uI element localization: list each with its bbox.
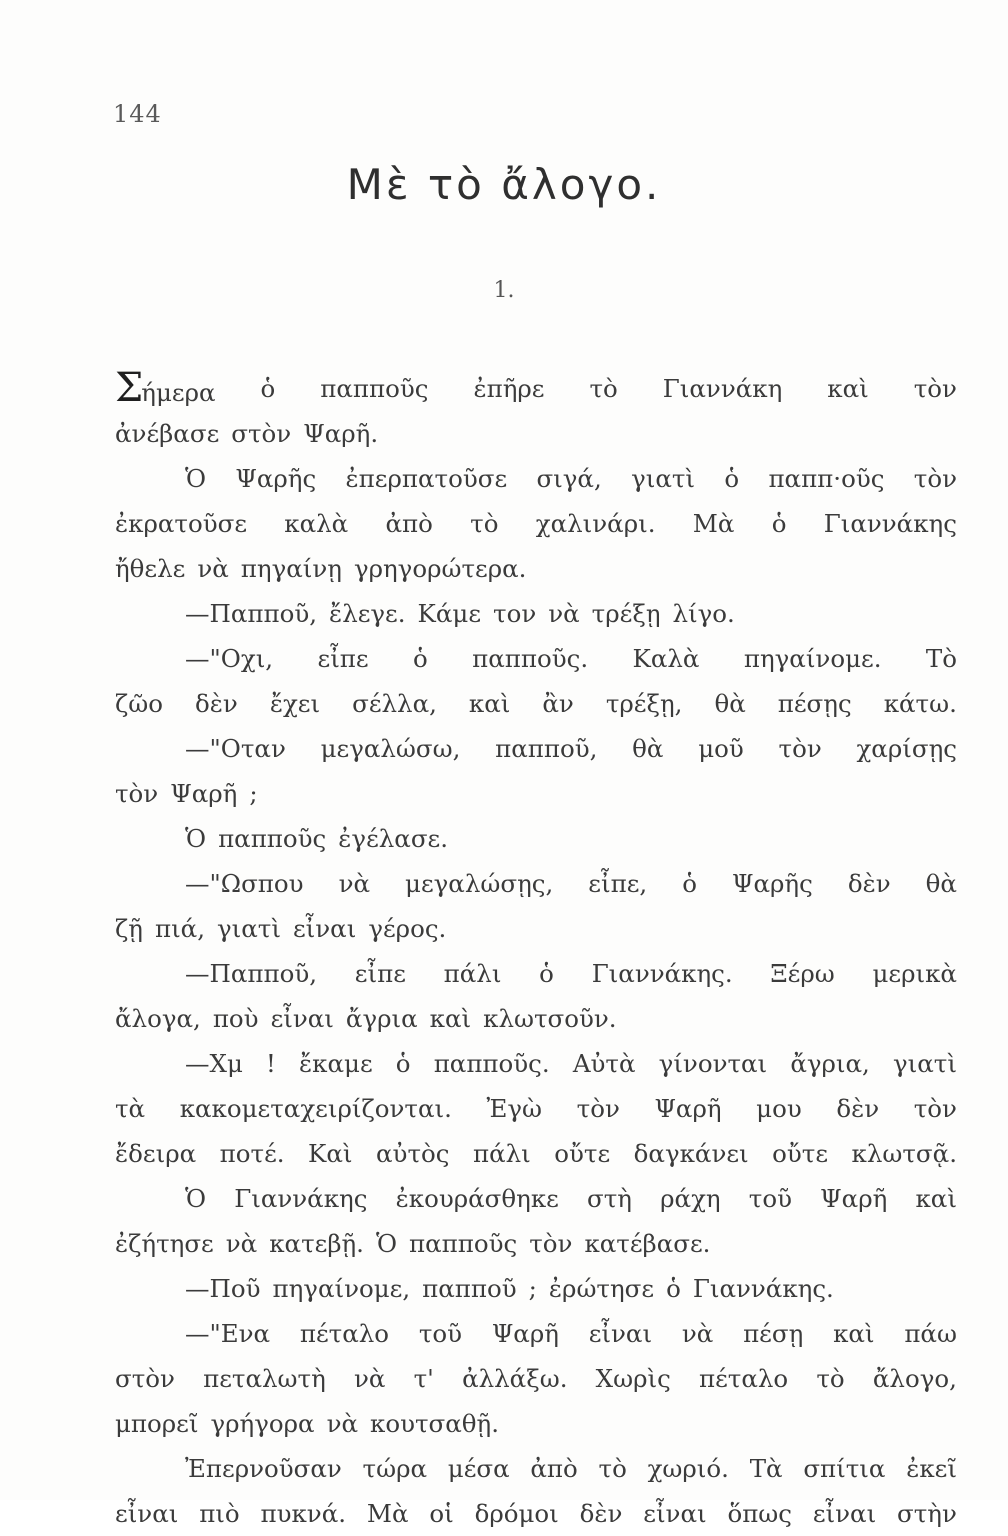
section-number: 1. [493, 278, 515, 303]
word: Τὸ [925, 644, 957, 673]
word: οὔτε [772, 1139, 829, 1168]
word: ἄγρια, [790, 1049, 870, 1078]
word: Γιαννάκης [823, 509, 957, 538]
word: κακομεταχειρίζονται. [179, 1094, 452, 1123]
text-line [115, 906, 957, 951]
word: —Χμ [185, 1049, 243, 1078]
word: πέταλο [299, 1319, 390, 1348]
word: πεταλωτὴ [203, 1364, 326, 1393]
text-line [115, 411, 957, 456]
text-line [115, 1131, 957, 1176]
word: εἶναι [588, 1319, 653, 1348]
word: —Ποῦ [185, 1274, 261, 1303]
word: πέσῃ [743, 1319, 804, 1348]
word: θὰ [632, 734, 664, 763]
word: Γιαννάκη [662, 374, 783, 403]
word: νὰ [338, 869, 371, 898]
text-line [115, 1221, 957, 1266]
word: γίνονται [658, 1049, 768, 1078]
word: μεγαλώσω, [320, 734, 461, 763]
word: πέσῃς [777, 689, 852, 718]
word: Ἐπερνοῦσαν [185, 1454, 342, 1483]
word: εἶναι [270, 1004, 334, 1033]
chapter-title: Μὲ τὸ ἄλογο. [346, 160, 662, 209]
word: εἶναι [292, 914, 357, 943]
word: ὁ [539, 959, 554, 988]
word: τὸν [576, 1094, 620, 1123]
word: κλωτσᾷ. [851, 1139, 957, 1168]
word: γιατὶ [631, 464, 696, 493]
word: Ὁ [185, 824, 207, 853]
word: τρέξῃ [591, 599, 661, 628]
word: ἤθελε [115, 554, 186, 583]
word: κουτσαθῇ. [370, 1409, 500, 1438]
word: εἶπε, [588, 869, 648, 898]
word: Γιαννάκης [234, 1184, 368, 1213]
word: ζῶο [115, 689, 164, 718]
word: Ψαρῆ [491, 1319, 559, 1348]
word: αὐτὸς [376, 1139, 450, 1168]
word: τρέξῃ, [605, 689, 683, 718]
text-line [115, 591, 957, 636]
word: ἀπὸ [385, 509, 433, 538]
word: λίγο. [672, 599, 735, 628]
word: τώρα [362, 1454, 428, 1483]
text-line [115, 1086, 957, 1131]
text-line [115, 861, 957, 906]
word: πάλι [472, 1139, 531, 1168]
word: Μὰ [692, 509, 735, 538]
text-line [115, 366, 957, 411]
word: τὸ [598, 1454, 627, 1483]
word: καὶ [429, 1004, 472, 1033]
word: Ψαρῆς [731, 869, 813, 898]
word: μοῦ [698, 734, 744, 763]
word: Αὐτὰ [572, 1049, 636, 1078]
word: εἶναι [812, 1499, 877, 1528]
word: Χωρὶς [595, 1364, 671, 1393]
word: τὸν [913, 1094, 957, 1123]
word: μερικὰ [872, 959, 957, 988]
word: καὶ [915, 1184, 957, 1213]
text-line [115, 1041, 957, 1086]
word: παπποῦ, [495, 734, 598, 763]
word: Ψαρῆ [654, 1094, 722, 1123]
word: καλὰ [284, 509, 349, 538]
word: τὰ [115, 1094, 146, 1123]
word: εἶπε [354, 959, 406, 988]
word: δὲν [579, 1499, 623, 1528]
word: τ' [413, 1364, 434, 1393]
word: Γιαννάκης. [591, 959, 733, 988]
word: νὰ [681, 1319, 714, 1348]
word: χαλινάρι. [535, 509, 656, 538]
word: πυκνά. [260, 1499, 347, 1528]
word: τὸ [470, 509, 499, 538]
word: θὰ [714, 689, 746, 718]
text-line [115, 1176, 957, 1221]
word: Ψαρῆ. [303, 419, 379, 448]
word: δὲν [847, 869, 891, 898]
text-line [115, 546, 957, 591]
word: ἐγέλασε. [338, 824, 449, 853]
word: ὁ [666, 1274, 681, 1303]
word: σιγά, [536, 464, 602, 493]
word: ἔχει [269, 689, 321, 718]
word: κλωτσοῦν. [483, 1004, 617, 1033]
word: θὰ [925, 869, 957, 898]
text-line [115, 726, 957, 771]
word: μπορεῖ [115, 1409, 199, 1438]
text-line [115, 501, 957, 546]
word: ράχη [660, 1184, 721, 1213]
text-line [115, 1356, 957, 1401]
text-line [115, 681, 957, 726]
word: οἱ [429, 1499, 454, 1528]
word: ἐκουράσθηκε [395, 1184, 559, 1213]
word: δρόμοι [474, 1499, 559, 1528]
word: γιατὶ [892, 1049, 957, 1078]
word: παπποῦς [409, 1229, 518, 1258]
word: —"Οταν [185, 734, 286, 763]
word: πιά, [154, 914, 206, 943]
word: Ὁ [185, 464, 207, 493]
word: ! [266, 1049, 276, 1078]
word: μεγαλώσῃς, [405, 869, 554, 898]
text-line [115, 1491, 957, 1536]
word: πιὸ [199, 1499, 240, 1528]
word: παπποῦς [320, 374, 429, 403]
word: Ἐγὼ [486, 1094, 543, 1123]
word: στὸν [231, 419, 292, 448]
word: νὰ [548, 599, 580, 628]
word: παπποῦς. [472, 644, 589, 673]
word: —"Ωσπου [185, 869, 304, 898]
word: Τὰ [749, 1454, 783, 1483]
word: κατεβῇ. [269, 1229, 364, 1258]
word: ὁ [771, 509, 787, 538]
word: ποτέ. [219, 1139, 285, 1168]
word: τὸν [913, 464, 957, 493]
text-line [115, 1266, 957, 1311]
word: Κάμε [417, 599, 482, 628]
word: τοῦ [748, 1184, 792, 1213]
word: πάω [904, 1319, 957, 1348]
word: ήμερα [141, 378, 216, 407]
word: ἐκεῖ [906, 1454, 957, 1483]
word: ἀλλάξω. [462, 1364, 568, 1393]
text-line [115, 1446, 957, 1491]
word: Ξέρω [770, 959, 835, 988]
word: ὁ [395, 1049, 411, 1078]
word: νὰ [197, 554, 229, 583]
word: ἐρώτησε [548, 1274, 655, 1303]
word: Ὁ [185, 1184, 207, 1213]
word: χωριό. [647, 1454, 729, 1483]
word: Γιαννάκης. [692, 1274, 834, 1303]
word: ἐζήτησε [115, 1229, 214, 1258]
word: νὰ [353, 1364, 386, 1393]
word: στὴ [587, 1184, 632, 1213]
word: πάλι [443, 959, 502, 988]
word: μέσα [447, 1454, 510, 1483]
word: γρηγορώτερα. [353, 554, 527, 583]
text-line [115, 1401, 957, 1446]
word: εἶναι [643, 1499, 707, 1528]
word: γέρος. [368, 914, 447, 943]
word: νὰ [225, 1229, 258, 1258]
word: ἀνέβασε [115, 419, 220, 448]
word: Ψαρῆ [170, 779, 238, 808]
drop-cap: Σ [115, 365, 144, 411]
word: ὅπως [727, 1499, 792, 1528]
body-text [115, 366, 957, 1536]
word: γιατὶ [217, 914, 281, 943]
word: —Παπποῦ, [185, 959, 318, 988]
word: ἔλεγε. [329, 599, 406, 628]
text-line [115, 771, 957, 816]
word: οὔτε [554, 1139, 611, 1168]
word: καὶ [468, 689, 511, 718]
word: παπποῦ [422, 1274, 517, 1303]
word: ἄγρια [345, 1004, 418, 1033]
word: τὸ [589, 374, 618, 403]
word: στὴν [897, 1499, 957, 1528]
word: τοῦ [418, 1319, 463, 1348]
word: μου [756, 1094, 802, 1123]
word: σπίτια [803, 1454, 886, 1483]
word: τὸν [115, 779, 159, 808]
word: Ψαρῆ [820, 1184, 888, 1213]
word: τὸν [913, 374, 957, 403]
word: ποὺ [212, 1004, 259, 1033]
text-line [115, 1311, 957, 1356]
word: παπποῦς [218, 824, 327, 853]
page-number: 144 [113, 100, 162, 128]
text-line [115, 996, 957, 1041]
word: δὲν [836, 1094, 880, 1123]
word: σέλλα, [352, 689, 437, 718]
word: τὸν [529, 1229, 573, 1258]
word: τὸν [778, 734, 822, 763]
word: πηγαίνομε, [272, 1274, 411, 1303]
word: δὲν [195, 689, 238, 718]
word: Καὶ [308, 1139, 353, 1168]
word: ; [528, 1274, 537, 1303]
word: εἶναι [115, 1499, 179, 1528]
word: καὶ [833, 1319, 875, 1348]
text-line [115, 636, 957, 681]
word: ὁ [724, 464, 740, 493]
word: τον [493, 599, 537, 628]
word: Ψαρῆς [235, 464, 317, 493]
word: ἂν [542, 689, 574, 718]
word: Καλὰ [632, 644, 700, 673]
word: ὁ [260, 374, 276, 403]
word: παππ·οῦς [768, 464, 885, 493]
word: ἔκαμε [299, 1049, 373, 1078]
word: —Παπποῦ, [185, 599, 318, 628]
word: —"Οχι, [185, 644, 274, 673]
word: νὰ [326, 1409, 359, 1438]
text-line [115, 951, 957, 996]
word: ὁ [682, 869, 697, 898]
word: πηγαίνῃ [240, 554, 342, 583]
word: ζῇ [115, 914, 143, 943]
word: κατέβασε. [584, 1229, 711, 1258]
word: ἐπῆρε [473, 374, 545, 403]
word: ἀπὸ [530, 1454, 578, 1483]
word: ἄλογο, [872, 1364, 957, 1393]
word: πηγαίνομε. [743, 644, 882, 673]
word: χαρίσῃς [856, 734, 957, 763]
word: —"Ενα [185, 1319, 271, 1348]
word: εἶπε [317, 644, 369, 673]
word: ἄλογα, [115, 1004, 201, 1033]
word: ἔδειρα [115, 1139, 197, 1168]
text-line [115, 456, 957, 501]
word: Μὰ [366, 1499, 409, 1528]
word: καὶ [827, 374, 869, 403]
word: γρήγορα [210, 1409, 315, 1438]
word: πέταλο [699, 1364, 789, 1393]
word: Ὁ [375, 1229, 398, 1258]
word: ; [249, 779, 258, 808]
word: κάτω. [883, 689, 957, 718]
word: ἐπερπατοῦσε [345, 464, 508, 493]
text-line [115, 816, 957, 861]
word: δαγκάνει [633, 1139, 749, 1168]
word: στὸν [115, 1364, 175, 1393]
word: ἐκρατοῦσε [115, 509, 248, 538]
word: παπποῦς. [433, 1049, 550, 1078]
word: ὁ [412, 644, 428, 673]
word: τὸ [816, 1364, 845, 1393]
